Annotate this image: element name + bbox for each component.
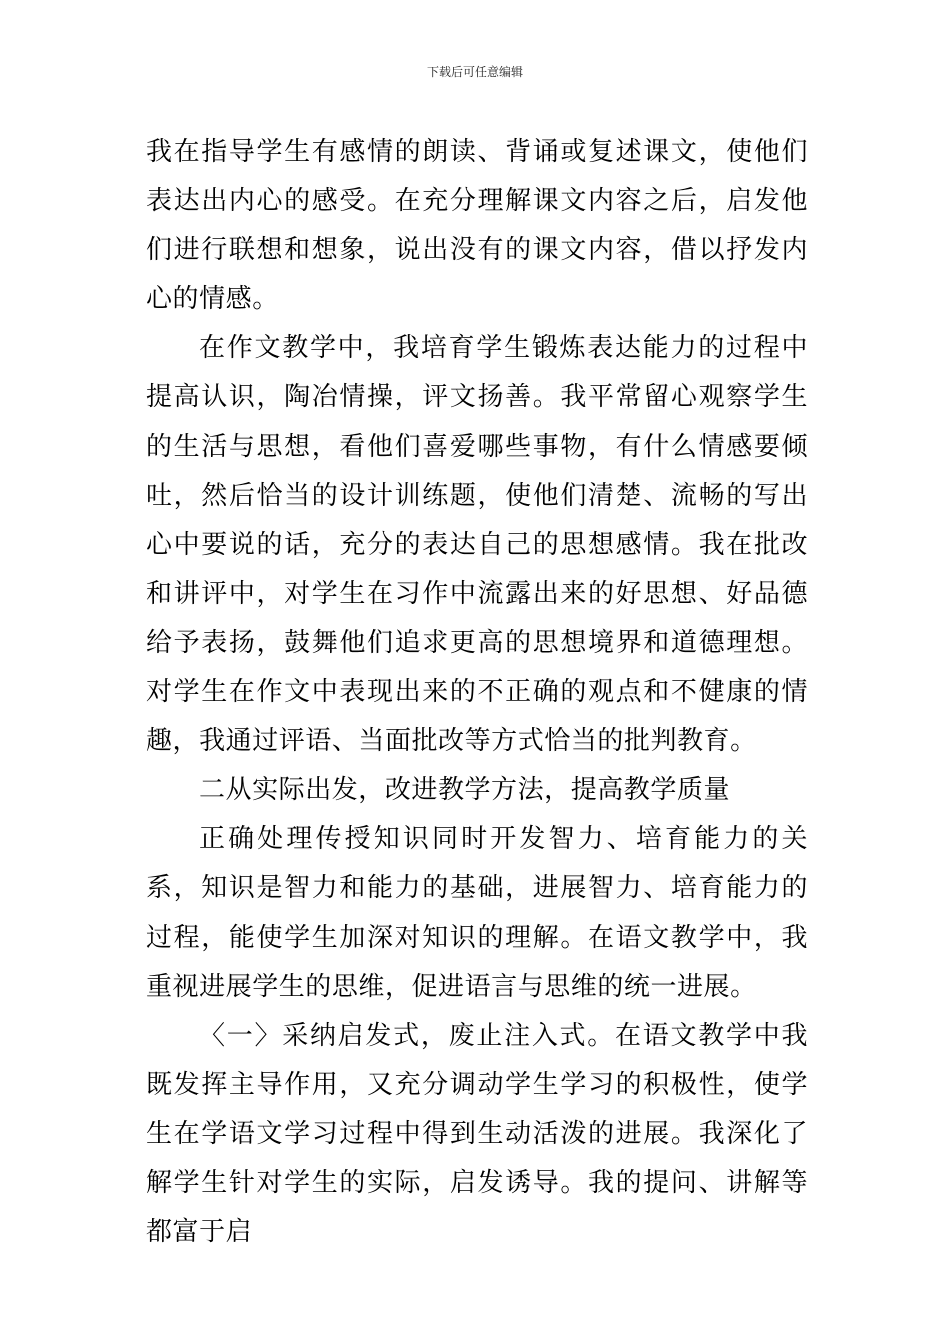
document-body: [146, 128, 808, 1257]
section-heading: 二从实际出发，改进教学方法，提高教学质量: [199, 775, 731, 806]
paragraph-composition-teaching: 在作文教学中，我培育学生锻炼表达能力的过程中提高认识，陶冶情操，评文扬善。我平常留心观察学生的生活与思想，看他们喜爱哪些事物，有什么情感要倾吐，然后恰当的设计训练题，使他们清楚、流畅的写出心中要说的话，充分的表达自己的思想感情。我在批改和讲评中，对学生在习作中流露出来的好思想、好品德给予表扬，鼓舞他们追求更高的思想境界和道德理想。对学生在作文中表现出来的不正确的观点和不健康的情趣，我通过评语、当面批改等方式恰当的批判教育。: [146, 333, 808, 757]
paragraph-continued: 我在指导学生有感情的朗读、背诵或复述课文，使他们表达出内心的感受。在充分理解课文内容之后，启发他们进行联想和想象，说出没有的课文内容，借以抒发内心的情感。: [146, 137, 808, 315]
page-header: 下载后可任意编辑: [426, 65, 523, 79]
paragraph-heuristic-method: 〈一〉采纳启发式，废止注入式。在语文教学中我既发挥主导作用，又充分调动学生学习的积极性，使学生在学语文学习过程中得到生动活泼的进展。我深化了解学生针对学生的实际，启发诱导。我的提问、讲解等都富于启: [146, 1020, 808, 1248]
paragraph-knowledge-and-ability: 正确处理传授知识同时开发智力、培育能力的关系，知识是智力和能力的基础，进展智力、培育能力的过程，能使学生加深对知识的理解。在语文教学中，我重视进展学生的思维，促进语言与思维的统一进展。: [146, 824, 808, 1002]
